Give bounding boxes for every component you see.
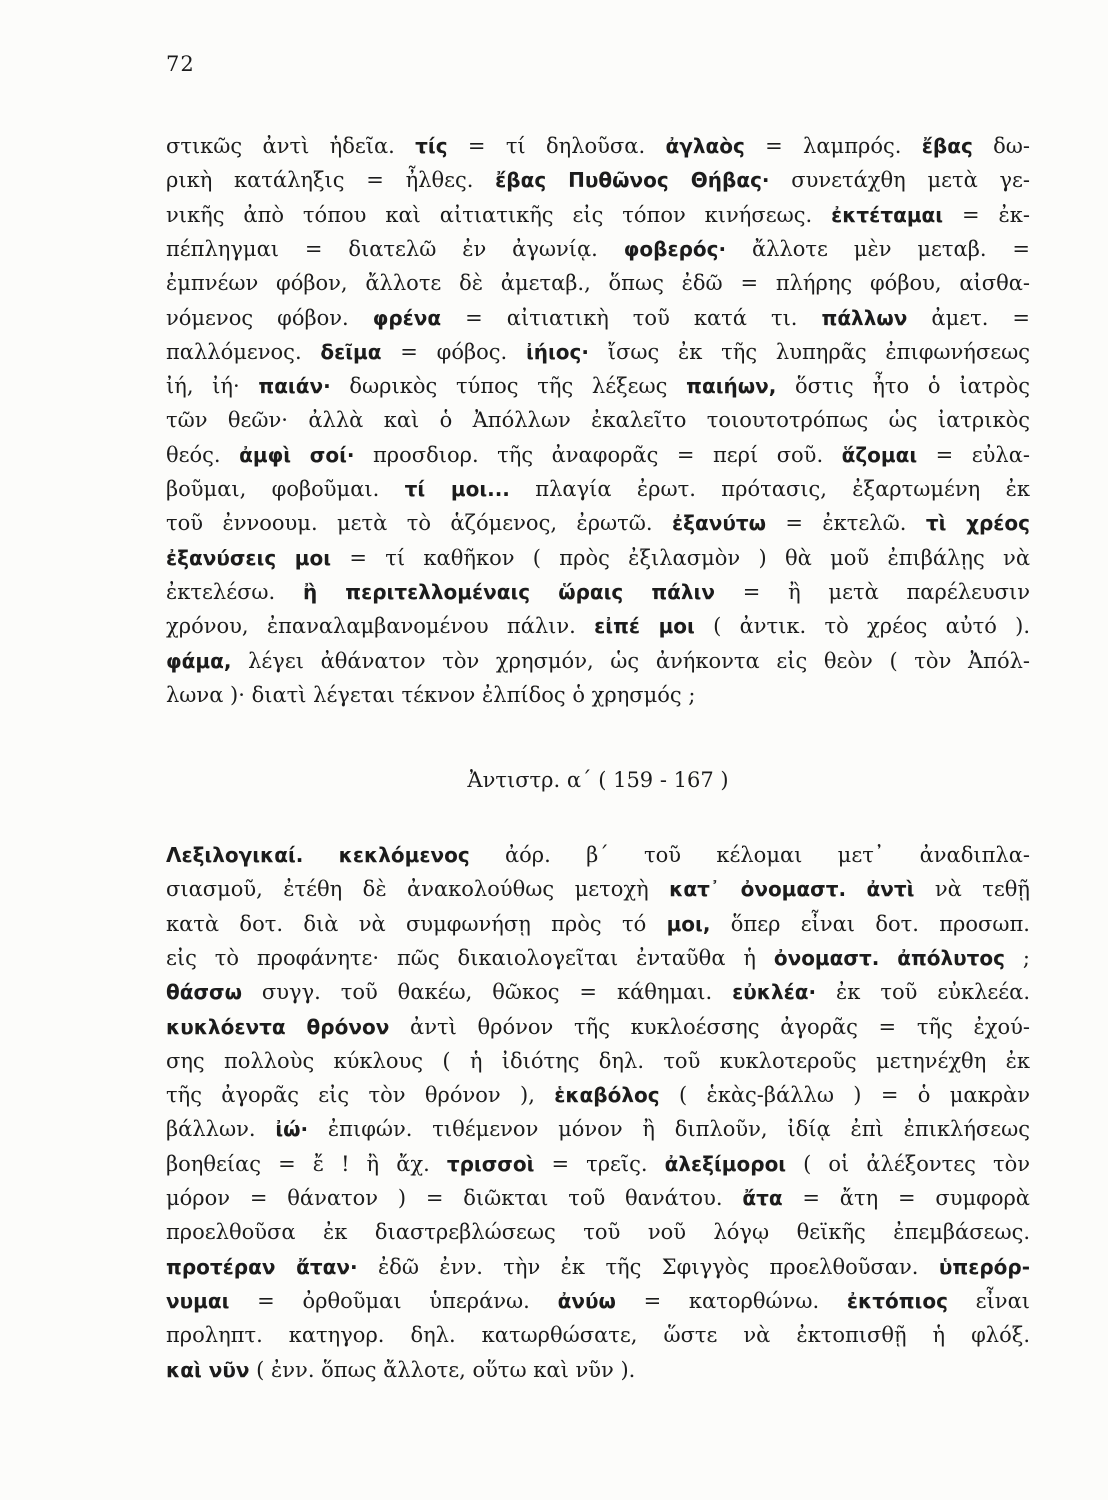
text-line: εἰς τὸ προφάνητε· πῶς δικαιολογεῖται ἐνταῦθα ἡ ὀνομαστ. ἀπόλυτος ; <box>166 945 1030 970</box>
text-line: φάμα, λέγει ἀθάνατον τὸν χρησμόν, ὡς ἀνήκοντα εἰς θεὸν ( τὸν Ἀπόλ- <box>166 648 1030 673</box>
text-line: προτέραν ἄταν· ἐδῶ ἐνν. τὴν ἐκ τῆς Σφιγγὸς προελθοῦσαν. ὑπερόρ- <box>166 1254 1030 1279</box>
text-line: τῶν θεῶν· ἀλλὰ καὶ ὁ Ἀπόλλων ἐκαλεῖτο τοιουτοτρόπως ὡς ἰατρικὸς <box>166 408 1030 433</box>
text-line: ἰή, ἰή· παιάν· δωρικὸς τύπος τῆς λέξεως παιήων, ὅστις ἦτο ὁ ἰατρὸς <box>166 374 1030 399</box>
text-line: θάσσω συγγ. τοῦ θακέω, θῶκος = κάθημαι. εὐκλέα· ἐκ τοῦ εὐκλεέα. <box>166 980 1030 1005</box>
text-line: προελθοῦσα ἐκ διαστρεβλώσεως τοῦ νοῦ λόγῳ θεϊκῆς ἐπεμβάσεως. <box>166 1220 1030 1245</box>
text-line: σης πολλοὺς κύκλους ( ἡ ἰδιότης δηλ. τοῦ κυκλοτεροῦς μετηνέχθη ἐκ <box>166 1048 1030 1073</box>
text-line: νόμενος φόβον. φρένα = αἰτιατικὴ τοῦ κατά τι. πάλλων ἀμετ. = <box>166 305 1030 330</box>
text-line: καὶ νῦν ( ἐνν. ὅπως ἄλλοτε, οὕτω καὶ νῦν ). <box>166 1357 636 1382</box>
text-line: μόρον = θάνατον ) = διῶκται τοῦ θανάτου. ἄτα = ἄτη = συμφορὰ <box>166 1186 1030 1210</box>
text-line: ρικὴ κατάληξις = ἦλθες. ἔβας Πυθῶνος Θήβας· συνετάχθη μετὰ γε- <box>166 168 1030 193</box>
text-line: βοηθείας = ἔ ! ἢ ἄχ. τρισσοὶ = τρεῖς. ἀλεξίμοροι ( οἱ ἀλέξοντες τὸν <box>166 1151 1030 1176</box>
text-line: προληπτ. κατηγορ. δηλ. κατωρθώσατε, ὥστε νὰ ἐκτοπισθῇ ἡ φλόξ. <box>166 1323 1030 1348</box>
text-line: λωνα )· διατὶ λέγεται τέκνον ἐλπίδος ὁ χρησμός ; <box>166 682 696 707</box>
page-number: 72 <box>166 52 195 76</box>
text-line: νικῆς ἀπὸ τόπου καὶ αἰτιατικῆς εἰς τόπον κινήσεως. ἐκτέταμαι = ἐκ- <box>166 202 1030 227</box>
section-heading: Ἀντιστρ. α΄ ( 159 - 167 ) <box>467 768 729 792</box>
text-line: σιασμοῦ, ἐτέθη δὲ ἀνακολούθως μετοχὴ κατ᾽ ὀνομαστ. ἀντὶ νὰ τεθῇ <box>166 877 1030 902</box>
text-line: στικῶς ἀντὶ ἡδεῖα. τίς = τί δηλοῦσα. ἀγλαὸς = λαμπρός. ἔβας δω- <box>166 134 1030 158</box>
text-line: πέπληγμαι = διατελῶ ἐν ἀγωνίᾳ. φοβερός· ἄλλοτε μὲν μεταβ. = <box>166 236 1030 261</box>
text-line: βάλλων. ἰώ· ἐπιφών. τιθέμενον μόνον ἢ διπλοῦν, ἰδίᾳ ἐπὶ ἐπικλήσεως <box>166 1117 1030 1142</box>
text-line: βοῦμαι, φοβοῦμαι. τί μοι... πλαγία ἐρωτ. πρότασις, ἐξαρτωμένη ἐκ <box>166 477 1030 501</box>
text-line: παλλόμενος. δεῖμα = φόβος. ἰήιος· ἴσως ἐκ τῆς λυπηρᾶς ἐπιφωνήσεως <box>166 339 1030 364</box>
text-line: τοῦ ἐννοουμ. μετὰ τὸ ἁζόμενος, ἐρωτῶ. ἐξανύτω = ἐκτελῶ. τὶ χρέος <box>166 511 1030 536</box>
text-line: ἐκτελέσω. ἢ περιτελλομέναις ὥραις πάλιν = ἢ μετὰ παρέλευσιν <box>166 579 1030 604</box>
text-line: κυκλόεντα θρόνον ἀντὶ θρόνον τῆς κυκλοέσσης ἀγορᾶς = τῆς ἐχού- <box>166 1014 1030 1039</box>
text-line: τῆς ἀγορᾶς εἰς τὸν θρόνον ), ἑκαβόλος ( ἑκὰς-βάλλω ) = ὁ μακρὰν <box>166 1083 1030 1108</box>
text-line: θεός. ἀμφὶ σοί· προσδιορ. τῆς ἀναφορᾶς = περί σοῦ. ἅζομαι = εὐλα- <box>166 442 1030 467</box>
text-line: χρόνου, ἐπαναλαμβανομένου πάλιν. εἰπέ μοι ( ἀντικ. τὸ χρέος αὐτό ). <box>166 614 1030 639</box>
text-line: Λεξιλογικαί. κεκλόμενος ἀόρ. β΄ τοῦ κέλομαι μετ᾽ ἀναδιπλα- <box>166 843 1030 867</box>
text-line: ἐμπνέων φόβον, ἄλλοτε δὲ ἀμεταβ., ὅπως ἐδῶ = πλήρης φόβου, αἰσθα- <box>166 271 1030 296</box>
text-line: ἐξανύσεις μοι = τί καθῆκον ( πρὸς ἐξιλασμὸν ) θὰ μοῦ ἐπιβάλῃς νὰ <box>166 545 1030 570</box>
text-line: νυμαι = ὀρθοῦμαι ὑπεράνω. ἀνύω = κατορθώνω. ἐκτόπιος εἶναι <box>166 1288 1030 1313</box>
text-line: κατὰ δοτ. διὰ νὰ συμφωνήσῃ πρὸς τό μοι, ὅπερ εἶναι δοτ. προσωπ. <box>166 911 1030 936</box>
